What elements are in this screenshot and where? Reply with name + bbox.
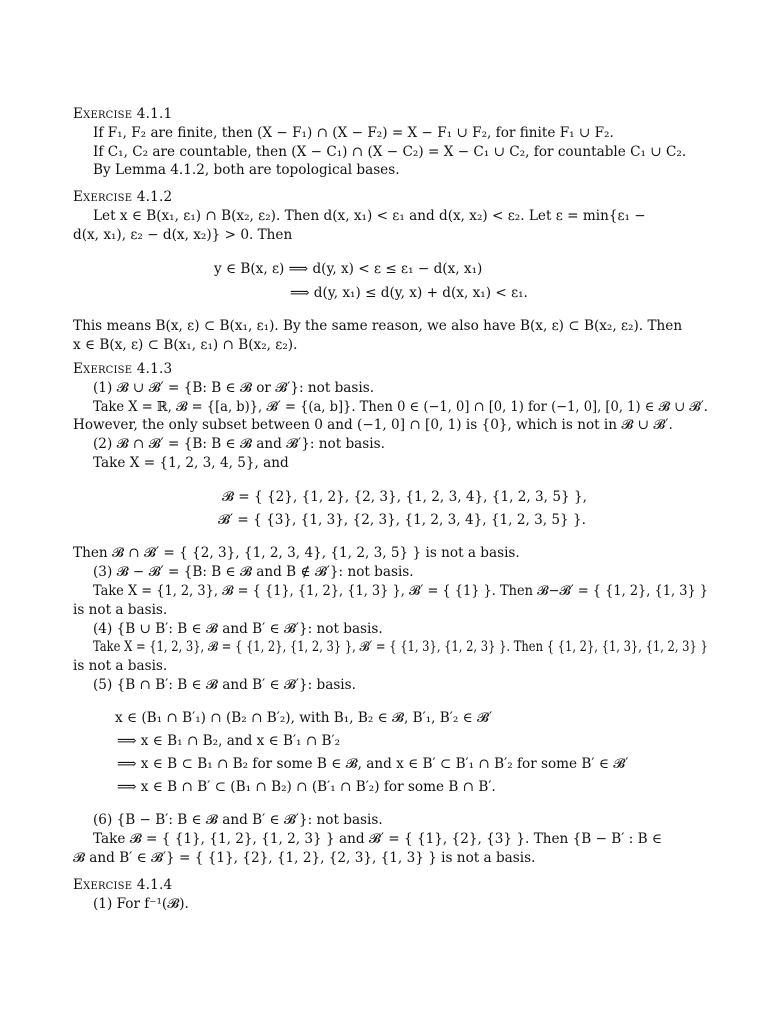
text-line: If F₁, F₂ are finite, then (X − F₁) ∩ (X − F₂) = X − F₁ ∪ F₂, for finite F₁ ∪ F₂. — [93, 125, 614, 141]
text-line: This means B(x, ε) ⊂ B(x₁, ε₁). By the same reason, we also have B(x, ε) ⊂ B(x₂, ε₂). Then — [73, 318, 683, 334]
exercise-heading: Exercise 4.1.3 — [73, 361, 173, 377]
text-line: (6) {B − B′: B ∈ 𝓑 and B′ ∈ 𝓑′}: not basis. — [93, 812, 383, 828]
text-line: (1) For f⁻¹(𝓑). — [93, 896, 189, 912]
text-line: Let x ∈ B(x₁, ε₁) ∩ B(x₂, ε₂). Then d(x, x₁) < ε₁ and d(x, x₂) < ε₂. Let ε = min{ε₁ − — [93, 208, 646, 224]
text-line: 𝓑 and B′ ∈ 𝓑′} = { {1}, {2}, {1, 2}, {2, 3}, {1, 3} } is not a basis. — [73, 850, 536, 866]
text-line: Take 𝓑 = { {1}, {1, 2}, {1, 2, 3} } and 𝓑′ = { {1}, {2}, {3} }. Then {B − B′ : B ∈ — [93, 831, 662, 847]
exercise-heading: Exercise 4.1.1 — [73, 106, 173, 122]
text-line: is not a basis. — [73, 602, 168, 618]
text-line: Then 𝓑 ∩ 𝓑′ = { {2, 3}, {1, 2, 3, 4}, {1, 2, 3, 5} } is not a basis. — [73, 545, 520, 561]
text-line: If C₁, C₂ are countable, then (X − C₁) ∩ (X − C₂) = X − C₁ ∪ C₂, for countable C₁ ∪ C₂. — [93, 144, 687, 160]
display-equation: x ∈ (B₁ ∩ B′₁) ∩ (B₂ ∩ B′₂), with B₁, B₂ ∈ 𝓑, B′₁, B′₂ ∈ 𝓑′ — [115, 710, 493, 726]
text-line: By Lemma 4.1.2, both are topological bases. — [93, 162, 400, 178]
exercise-heading: Exercise 4.1.4 — [73, 877, 173, 893]
text-line: Take X = {1, 2, 3}, 𝓑 = { {1, 2}, {1, 2, 3} }, 𝓑′ = { {1, 3}, {1, 2, 3} }. Then { {1, 2}, {1, 3}, {1, 2, 3} } — [93, 639, 708, 655]
text-line: Take X = ℝ, 𝓑 = {[a, b)}, 𝓑′ = {(a, b]}. Then 0 ∈ (−1, 0] ∩ [0, 1) for (−1, 0], [0, 1) ∈ 𝓑 ∪ 𝓑′. — [93, 399, 708, 415]
display-equation: ⟹ x ∈ B ∩ B′ ⊂ (B₁ ∩ B₂) ∩ (B′₁ ∩ B′₂) for some B ∩ B′. — [117, 779, 496, 795]
display-equation: ⟹ x ∈ B₁ ∩ B₂, and x ∈ B′₁ ∩ B′₂ — [117, 733, 341, 749]
text-line: (3) 𝓑 − 𝓑′ = {B: B ∈ 𝓑 and B ∉ 𝓑′}: not basis. — [93, 564, 414, 580]
text-line: d(x, x₁), ε₂ − d(x, x₂)} > 0. Then — [73, 227, 293, 243]
text-line: However, the only subset between 0 and (−1, 0] ∩ [0, 1) is {0}, which is not in 𝓑 ∪ 𝓑′. — [73, 417, 673, 433]
text-line: (1) 𝓑 ∪ 𝓑′ = {B: B ∈ 𝓑 or 𝓑′}: not basis. — [93, 380, 375, 396]
text-line: (2) 𝓑 ∩ 𝓑′ = {B: B ∈ 𝓑 and 𝓑′}: not basis. — [93, 436, 385, 452]
text-line: Take X = {1, 2, 3}, 𝓑 = { {1}, {1, 2}, {1, 3} }, 𝓑′ = { {1} }. Then 𝓑−𝓑′ = { {1, 2}, {1, 3} } — [93, 583, 709, 599]
display-equation: y ∈ B(x, ε) ⟹ d(y, x) < ε ≤ ε₁ − d(x, x₁) — [214, 261, 483, 277]
text-line: Take X = {1, 2, 3, 4, 5}, and — [93, 455, 289, 471]
text-line: x ∈ B(x, ε) ⊂ B(x₁, ε₁) ∩ B(x₂, ε₂). — [73, 337, 298, 353]
display-equation: 𝓑′ = { {3}, {1, 3}, {2, 3}, {1, 2, 3, 4}, {1, 2, 3, 5} }. — [218, 512, 586, 528]
text-line: (5) {B ∩ B′: B ∈ 𝓑 and B′ ∈ 𝓑′}: basis. — [93, 677, 356, 693]
display-equation: ⟹ x ∈ B ⊂ B₁ ∩ B₂ for some B ∈ 𝓑, and x ∈ B′ ⊂ B′₁ ∩ B′₂ for some B′ ∈ 𝓑′ — [117, 756, 629, 772]
display-equation: 𝓑 = { {2}, {1, 2}, {2, 3}, {1, 2, 3, 4}, {1, 2, 3, 5} }, — [222, 489, 587, 505]
text-line: (4) {B ∪ B′: B ∈ 𝓑 and B′ ∈ 𝓑′}: not basis. — [93, 621, 383, 637]
exercise-heading: Exercise 4.1.2 — [73, 189, 173, 205]
text-line: is not a basis. — [73, 658, 168, 674]
display-equation: ⟹ d(y, x₁) ≤ d(y, x) + d(x, x₁) < ε₁. — [290, 285, 528, 301]
